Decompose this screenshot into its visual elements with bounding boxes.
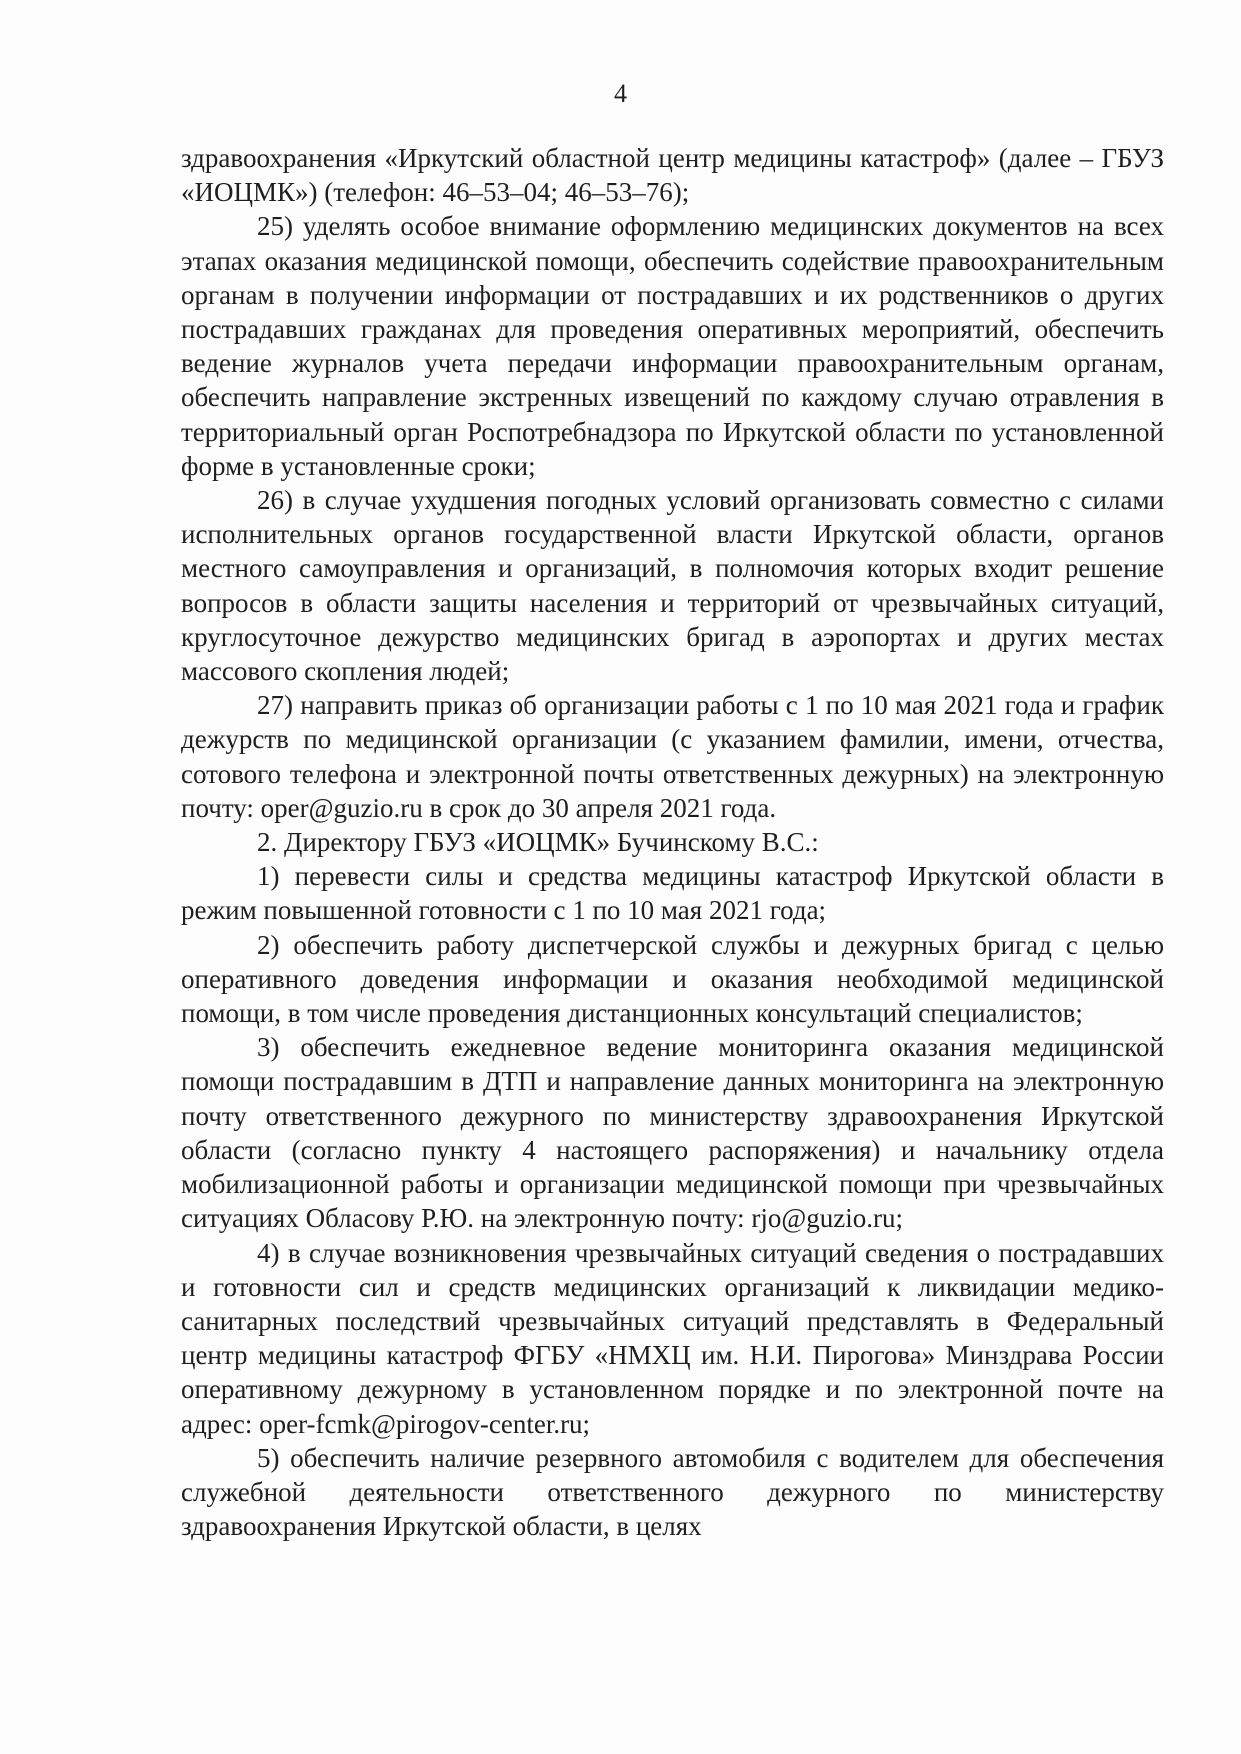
document-body: [181, 141, 1164, 1543]
page-number: 4: [614, 79, 627, 108]
paragraph-item-2-2: 2) обеспечить работу диспетчерской службы и дежурных бригад с целью оперативного доведения информации и оказания необходимой медицинской помощи, в том числе проведения дистанционных консультаций специалистов;: [181, 929, 1164, 1029]
paragraph-item-2-1: 1) перевести силы и средства медицины катастроф Иркутской области в режим повышенной готовности с 1 по 10 мая 2021 года;: [181, 861, 1164, 926]
paragraph-continuation: здравоохранения «Иркутский областной центр медицины катастроф» (далее – ГБУЗ «ИОЦМК») (телефон: 46–53–04; 46–53–76);: [181, 143, 1164, 208]
paragraph-item-26: 26) в случае ухудшения погодных условий организовать совместно с силами исполнительных органов государственной власти Иркутской области, органов местного самоуправления и организаций, в полномочия которых входит решение вопросов в области защиты населения и территорий от чрезвычайных ситуаций, круглосуточное дежурство медицинских бригад в аэропортах и других местах массового скопления людей;: [181, 485, 1164, 687]
paragraph-item-27: 27) направить приказ об организации работы с 1 по 10 мая 2021 года и график дежурств по медицинской организации (с указанием фамилии, имени, отчества, сотового телефона и электронной почты ответственных дежурных) на электронную почту: oper@guzio.ru в срок до 30 апреля 2021 года.: [181, 690, 1164, 823]
paragraph-item-2-3: 3) обеспечить ежедневное ведение мониторинга оказания медицинской помощи пострадавшим в ДТП и направление данных мониторинга на электронную почту ответственного дежурного по министерству здравоохранения Иркутской области (согласно пункту 4 настоящего распоряжения) и начальнику отдела мобилизационной работы и организации медицинской помощи при чрезвычайных ситуациях Обласову Р.Ю. на электронную почту: rjo@guzio.ru;: [181, 1032, 1164, 1234]
paragraph-item-2-5: 5) обеспечить наличие резервного автомобиля с водителем для обеспечения служебной деятельности ответственного дежурного по министерству здравоохранения Иркутской области, в целях: [181, 1442, 1164, 1542]
paragraph-item-25: 25) уделять особое внимание оформлению медицинских документов на всех этапах оказания медицинской помощи, обеспечить содействие правоохранительным органам в получении информации от пострадавших и их родственников о других пострадавших гражданах для проведения оперативных мероприятий, обеспечить ведение журналов учета передачи информации правоохранительным органам, обеспечить направление экстренных извещений по каждому случаю отравления в территориальный орган Роспотребнадзора по Иркутской области по установленной форме в установленные сроки;: [181, 211, 1164, 481]
paragraph-item-2-4: 4) в случае возникновения чрезвычайных ситуаций сведения о пострадавших и готовности сил и средств медицинских организаций к ликвидации медико-санитарных последствий чрезвычайных ситуаций представлять в Федеральный центр медицины катастроф ФГБУ «НМХЦ им. Н.И. Пирогова» Минздрава России оперативному дежурному в установленном порядке и по электронной почте на адрес: oper-fcmk@pirogov-center.ru;: [181, 1237, 1164, 1439]
paragraph-section-2: 2. Директору ГБУЗ «ИОЦМК» Бучинскому В.С.:: [257, 827, 819, 858]
